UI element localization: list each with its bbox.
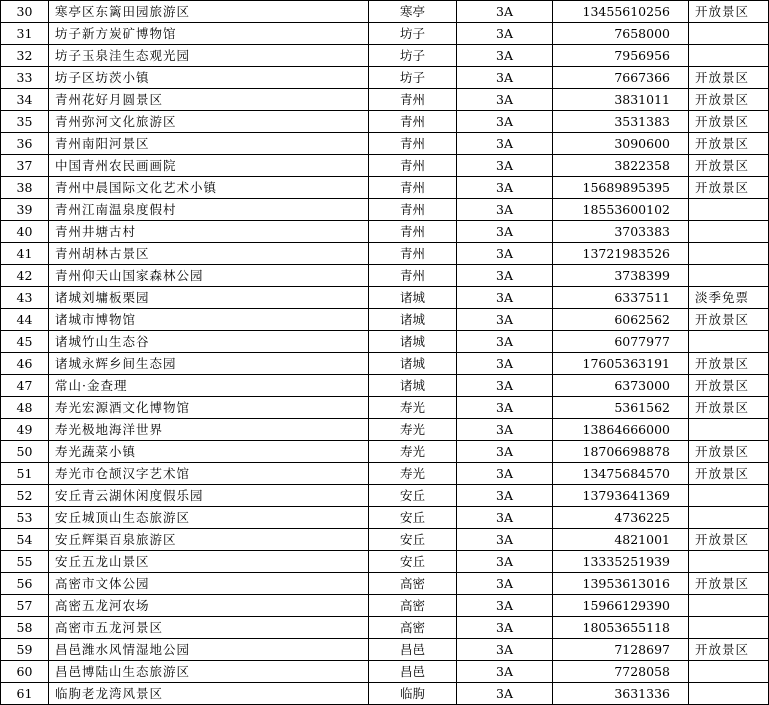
row-number-cell: 34 xyxy=(1,89,49,111)
phone-cell: 5361562 xyxy=(553,397,689,419)
phone-cell: 15689895395 xyxy=(553,177,689,199)
scenic-name-cell: 常山·金查理 xyxy=(49,375,369,397)
rating-level-cell: 3A xyxy=(457,45,553,67)
note-cell: 开放景区 xyxy=(689,573,769,595)
rating-level-cell: 3A xyxy=(457,309,553,331)
table-row xyxy=(1,1,769,23)
table-row xyxy=(1,23,769,45)
location-cell: 安丘 xyxy=(369,551,457,573)
table-row xyxy=(1,199,769,221)
table-row xyxy=(1,243,769,265)
scenic-name-cell: 诸城永辉乡间生态园 xyxy=(49,353,369,375)
rating-level-cell: 3A xyxy=(457,353,553,375)
table-row xyxy=(1,639,769,661)
phone-cell: 18706698878 xyxy=(553,441,689,463)
location-cell: 寿光 xyxy=(369,397,457,419)
table-row xyxy=(1,353,769,375)
scenic-name-cell: 昌邑潍水风情湿地公园 xyxy=(49,639,369,661)
location-cell: 青州 xyxy=(369,199,457,221)
row-number-cell: 35 xyxy=(1,111,49,133)
note-cell xyxy=(689,331,769,353)
row-number-cell: 46 xyxy=(1,353,49,375)
location-cell: 寿光 xyxy=(369,441,457,463)
table-row xyxy=(1,529,769,551)
note-cell xyxy=(689,595,769,617)
row-number-cell: 33 xyxy=(1,67,49,89)
rating-level-cell: 3A xyxy=(457,133,553,155)
location-cell: 青州 xyxy=(369,89,457,111)
rating-level-cell: 3A xyxy=(457,507,553,529)
note-cell: 开放景区 xyxy=(689,529,769,551)
phone-cell: 3090600 xyxy=(553,133,689,155)
location-cell: 青州 xyxy=(369,111,457,133)
row-number-cell: 61 xyxy=(1,683,49,705)
location-cell: 高密 xyxy=(369,595,457,617)
note-cell xyxy=(689,683,769,705)
rating-level-cell: 3A xyxy=(457,111,553,133)
row-number-cell: 60 xyxy=(1,661,49,683)
phone-cell: 7658000 xyxy=(553,23,689,45)
location-cell: 寿光 xyxy=(369,419,457,441)
location-cell: 青州 xyxy=(369,265,457,287)
rating-level-cell: 3A xyxy=(457,397,553,419)
table-row xyxy=(1,309,769,331)
table-row xyxy=(1,111,769,133)
scenic-name-cell: 安丘青云湖休闲度假乐园 xyxy=(49,485,369,507)
table-row xyxy=(1,221,769,243)
table-row xyxy=(1,375,769,397)
rating-level-cell: 3A xyxy=(457,573,553,595)
row-number-cell: 31 xyxy=(1,23,49,45)
note-cell: 开放景区 xyxy=(689,441,769,463)
row-number-cell: 50 xyxy=(1,441,49,463)
table-row xyxy=(1,177,769,199)
location-cell: 诸城 xyxy=(369,331,457,353)
note-cell xyxy=(689,221,769,243)
scenic-name-cell: 诸城市博物馆 xyxy=(49,309,369,331)
rating-level-cell: 3A xyxy=(457,551,553,573)
row-number-cell: 59 xyxy=(1,639,49,661)
location-cell: 青州 xyxy=(369,221,457,243)
location-cell: 诸城 xyxy=(369,375,457,397)
table-row xyxy=(1,463,769,485)
table-row xyxy=(1,287,769,309)
rating-level-cell: 3A xyxy=(457,155,553,177)
note-cell: 开放景区 xyxy=(689,463,769,485)
phone-cell: 15966129390 xyxy=(553,595,689,617)
rating-level-cell: 3A xyxy=(457,639,553,661)
scenic-name-cell: 临朐老龙湾风景区 xyxy=(49,683,369,705)
phone-cell: 3831011 xyxy=(553,89,689,111)
location-cell: 青州 xyxy=(369,155,457,177)
note-cell: 开放景区 xyxy=(689,397,769,419)
note-cell: 开放景区 xyxy=(689,89,769,111)
phone-cell: 13953613016 xyxy=(553,573,689,595)
location-cell: 坊子 xyxy=(369,67,457,89)
scenic-name-cell: 中国青州农民画画院 xyxy=(49,155,369,177)
note-cell xyxy=(689,551,769,573)
phone-cell: 17605363191 xyxy=(553,353,689,375)
row-number-cell: 43 xyxy=(1,287,49,309)
location-cell: 安丘 xyxy=(369,507,457,529)
phone-cell: 7956956 xyxy=(553,45,689,67)
row-number-cell: 44 xyxy=(1,309,49,331)
location-cell: 诸城 xyxy=(369,309,457,331)
row-number-cell: 56 xyxy=(1,573,49,595)
scenic-name-cell: 高密市五龙河景区 xyxy=(49,617,369,639)
rating-level-cell: 3A xyxy=(457,67,553,89)
note-cell: 开放景区 xyxy=(689,67,769,89)
table-row xyxy=(1,507,769,529)
rating-level-cell: 3A xyxy=(457,661,553,683)
location-cell: 青州 xyxy=(369,243,457,265)
rating-level-cell: 3A xyxy=(457,375,553,397)
scenic-name-cell: 高密五龙河农场 xyxy=(49,595,369,617)
table-row xyxy=(1,551,769,573)
table-row xyxy=(1,133,769,155)
rating-level-cell: 3A xyxy=(457,89,553,111)
rating-level-cell: 3A xyxy=(457,265,553,287)
row-number-cell: 39 xyxy=(1,199,49,221)
note-cell xyxy=(689,507,769,529)
scenic-name-cell: 诸城竹山生态谷 xyxy=(49,331,369,353)
phone-cell: 7667366 xyxy=(553,67,689,89)
table-row xyxy=(1,595,769,617)
row-number-cell: 40 xyxy=(1,221,49,243)
rating-level-cell: 3A xyxy=(457,221,553,243)
phone-cell: 18553600102 xyxy=(553,199,689,221)
scenic-name-cell: 高密市文体公园 xyxy=(49,573,369,595)
note-cell xyxy=(689,45,769,67)
row-number-cell: 48 xyxy=(1,397,49,419)
phone-cell: 6373000 xyxy=(553,375,689,397)
row-number-cell: 41 xyxy=(1,243,49,265)
row-number-cell: 45 xyxy=(1,331,49,353)
rating-level-cell: 3A xyxy=(457,683,553,705)
note-cell xyxy=(689,265,769,287)
scenic-name-cell: 青州弥河文化旅游区 xyxy=(49,111,369,133)
note-cell: 开放景区 xyxy=(689,111,769,133)
note-cell xyxy=(689,199,769,221)
row-number-cell: 47 xyxy=(1,375,49,397)
note-cell: 开放景区 xyxy=(689,155,769,177)
location-cell: 诸城 xyxy=(369,287,457,309)
rating-level-cell: 3A xyxy=(457,287,553,309)
table-body xyxy=(1,1,769,705)
rating-level-cell: 3A xyxy=(457,419,553,441)
row-number-cell: 38 xyxy=(1,177,49,199)
location-cell: 寒亭 xyxy=(369,1,457,23)
phone-cell: 6077977 xyxy=(553,331,689,353)
phone-cell: 13864666000 xyxy=(553,419,689,441)
scenic-name-cell: 诸城刘墉板栗园 xyxy=(49,287,369,309)
phone-cell: 13793641369 xyxy=(553,485,689,507)
scenic-name-cell: 坊子新方炭矿博物馆 xyxy=(49,23,369,45)
row-number-cell: 36 xyxy=(1,133,49,155)
note-cell xyxy=(689,661,769,683)
scenic-name-cell: 青州仰天山国家森林公园 xyxy=(49,265,369,287)
table-row xyxy=(1,67,769,89)
rating-level-cell: 3A xyxy=(457,441,553,463)
location-cell: 高密 xyxy=(369,573,457,595)
phone-cell: 13475684570 xyxy=(553,463,689,485)
phone-cell: 6337511 xyxy=(553,287,689,309)
location-cell: 坊子 xyxy=(369,45,457,67)
phone-cell: 3631336 xyxy=(553,683,689,705)
table-row xyxy=(1,485,769,507)
scenic-name-cell: 安丘五龙山景区 xyxy=(49,551,369,573)
rating-level-cell: 3A xyxy=(457,529,553,551)
row-number-cell: 49 xyxy=(1,419,49,441)
row-number-cell: 52 xyxy=(1,485,49,507)
table-row xyxy=(1,331,769,353)
scenic-name-cell: 青州胡林古景区 xyxy=(49,243,369,265)
location-cell: 青州 xyxy=(369,177,457,199)
scenic-name-cell: 寿光极地海洋世界 xyxy=(49,419,369,441)
location-cell: 青州 xyxy=(369,133,457,155)
scenic-name-cell: 青州花好月圆景区 xyxy=(49,89,369,111)
note-cell: 开放景区 xyxy=(689,353,769,375)
note-cell: 开放景区 xyxy=(689,639,769,661)
row-number-cell: 51 xyxy=(1,463,49,485)
location-cell: 安丘 xyxy=(369,485,457,507)
phone-cell: 7728058 xyxy=(553,661,689,683)
phone-cell: 18053655118 xyxy=(553,617,689,639)
note-cell: 开放景区 xyxy=(689,177,769,199)
scenic-name-cell: 寿光市仓颉汉字艺术馆 xyxy=(49,463,369,485)
phone-cell: 3738399 xyxy=(553,265,689,287)
rating-level-cell: 3A xyxy=(457,23,553,45)
phone-cell: 3703383 xyxy=(553,221,689,243)
phone-cell: 6062562 xyxy=(553,309,689,331)
row-number-cell: 42 xyxy=(1,265,49,287)
scenic-name-cell: 青州江南温泉度假村 xyxy=(49,199,369,221)
note-cell: 开放景区 xyxy=(689,309,769,331)
phone-cell: 4821001 xyxy=(553,529,689,551)
row-number-cell: 54 xyxy=(1,529,49,551)
phone-cell: 3531383 xyxy=(553,111,689,133)
table-row xyxy=(1,617,769,639)
scenic-name-cell: 青州中晨国际文化艺术小镇 xyxy=(49,177,369,199)
scenic-name-cell: 安丘辉渠百泉旅游区 xyxy=(49,529,369,551)
location-cell: 寿光 xyxy=(369,463,457,485)
scenic-name-cell: 寒亭区东篱田园旅游区 xyxy=(49,1,369,23)
table-row xyxy=(1,683,769,705)
note-cell xyxy=(689,485,769,507)
table-row xyxy=(1,155,769,177)
phone-cell: 13335251939 xyxy=(553,551,689,573)
rating-level-cell: 3A xyxy=(457,243,553,265)
note-cell: 开放景区 xyxy=(689,133,769,155)
note-cell xyxy=(689,23,769,45)
row-number-cell: 58 xyxy=(1,617,49,639)
table-row xyxy=(1,265,769,287)
location-cell: 昌邑 xyxy=(369,661,457,683)
scenic-name-cell: 昌邑博陆山生态旅游区 xyxy=(49,661,369,683)
table-row xyxy=(1,397,769,419)
phone-cell: 13455610256 xyxy=(553,1,689,23)
note-cell xyxy=(689,617,769,639)
scenic-name-cell: 青州南阳河景区 xyxy=(49,133,369,155)
scenic-name-cell: 寿光宏源酒文化博物馆 xyxy=(49,397,369,419)
location-cell: 安丘 xyxy=(369,529,457,551)
row-number-cell: 57 xyxy=(1,595,49,617)
rating-level-cell: 3A xyxy=(457,463,553,485)
scenic-name-cell: 青州井塘古村 xyxy=(49,221,369,243)
rating-level-cell: 3A xyxy=(457,485,553,507)
rating-level-cell: 3A xyxy=(457,199,553,221)
table-row xyxy=(1,89,769,111)
note-cell xyxy=(689,419,769,441)
rating-level-cell: 3A xyxy=(457,595,553,617)
row-number-cell: 53 xyxy=(1,507,49,529)
phone-cell: 7128697 xyxy=(553,639,689,661)
table-row xyxy=(1,661,769,683)
location-cell: 坊子 xyxy=(369,23,457,45)
scenic-name-cell: 安丘城顶山生态旅游区 xyxy=(49,507,369,529)
scenic-name-cell: 寿光蔬菜小镇 xyxy=(49,441,369,463)
phone-cell: 4736225 xyxy=(553,507,689,529)
scenic-name-cell: 坊子区坊茨小镇 xyxy=(49,67,369,89)
scenic-name-cell: 坊子玉泉洼生态观光园 xyxy=(49,45,369,67)
location-cell: 高密 xyxy=(369,617,457,639)
row-number-cell: 37 xyxy=(1,155,49,177)
location-cell: 临朐 xyxy=(369,683,457,705)
location-cell: 昌邑 xyxy=(369,639,457,661)
note-cell: 开放景区 xyxy=(689,1,769,23)
note-cell xyxy=(689,243,769,265)
rating-level-cell: 3A xyxy=(457,177,553,199)
row-number-cell: 30 xyxy=(1,1,49,23)
rating-level-cell: 3A xyxy=(457,331,553,353)
row-number-cell: 55 xyxy=(1,551,49,573)
table-row xyxy=(1,45,769,67)
rating-level-cell: 3A xyxy=(457,617,553,639)
note-cell: 淡季免票 xyxy=(689,287,769,309)
table-row xyxy=(1,573,769,595)
table-row xyxy=(1,441,769,463)
location-cell: 诸城 xyxy=(369,353,457,375)
phone-cell: 3822358 xyxy=(553,155,689,177)
table-row xyxy=(1,419,769,441)
row-number-cell: 32 xyxy=(1,45,49,67)
phone-cell: 13721983526 xyxy=(553,243,689,265)
note-cell: 开放景区 xyxy=(689,375,769,397)
rating-level-cell: 3A xyxy=(457,1,553,23)
